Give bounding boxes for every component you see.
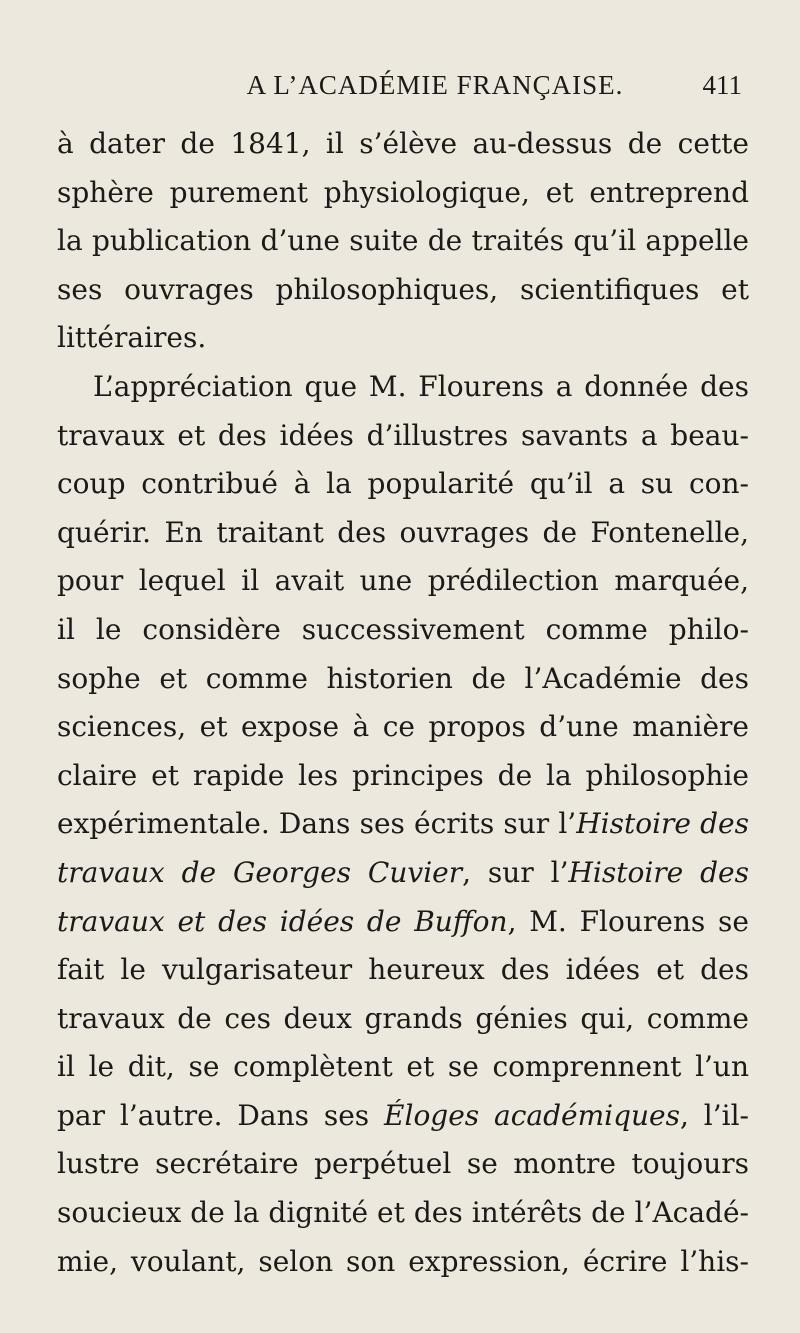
text-line: claire et rapide les principes de la philosophie <box>57 758 749 792</box>
text-fragment: , M. Flourens se <box>507 904 749 938</box>
text-fragment: expérimentale. Dans ses écrits sur l’ <box>57 807 577 841</box>
text-line: il le dit, se complètent et se comprennent l’un <box>57 1050 749 1084</box>
text-line: soucieux de la dignité et des intérêts de l’Acadé- <box>57 1196 749 1230</box>
text-line: travaux de ces deux grands génies qui, comme <box>57 1001 749 1035</box>
text-line: mie, voulant, selon son expression, écrire l’his- <box>57 1244 749 1278</box>
text-line: il le considère successivement comme philo- <box>57 612 749 646</box>
text-line: sphère purement physiologique, et entreprend <box>57 175 749 209</box>
text-line: sciences, et expose à ce propos d’une manière <box>57 710 749 744</box>
text-line: à dater de 1841, il s’élève au-dessus de cette <box>57 127 749 160</box>
text-line: quérir. En traitant des ouvrages de Fontenelle, <box>57 515 749 549</box>
text-fragment: , l’il- <box>680 1098 749 1132</box>
text-line: pour lequel il avait une prédilection marquée, <box>57 564 749 598</box>
text-line <box>57 1092 749 1141</box>
italic-title: Histoire des <box>576 807 749 841</box>
text-line <box>57 898 749 947</box>
text-line: lustre secrétaire perpétuel se montre toujours <box>57 1147 749 1181</box>
running-head <box>90 70 742 106</box>
text-line: travaux et des idées d’illustres savants a beau- <box>57 418 749 452</box>
text-line <box>57 849 749 898</box>
text-line: sophe et comme historien de l’Académie des <box>57 661 749 695</box>
text-line: ses ouvrages philosophiques, scientifiques et <box>57 272 749 306</box>
italic-title: Éloges académiques <box>384 1098 680 1132</box>
italic-title: travaux et des idées de Buffon <box>57 904 508 938</box>
text-fragment: , sur l’ <box>462 855 569 889</box>
italic-title: travaux de Georges Cuvier <box>57 855 463 889</box>
text-line: coup contribué à la popularité qu’il a su con- <box>57 467 749 501</box>
text-line: la publication d’une suite de traités qu’il appelle <box>57 224 749 258</box>
text-fragment: par l’autre. Dans ses <box>57 1098 385 1132</box>
page-number: 411 <box>702 70 742 100</box>
italic-title: Histoire des <box>568 855 749 889</box>
text-line: L’appréciation que M. Flourens a donnée des <box>93 369 749 403</box>
text-line: fait le vulgarisateur heureux des idées et des <box>57 953 749 987</box>
running-title: A L’ACADÉMIE FRANÇAISE. <box>246 70 624 100</box>
body-text <box>57 120 749 1286</box>
text-line: littéraires. <box>57 321 207 355</box>
text-line <box>57 800 749 849</box>
